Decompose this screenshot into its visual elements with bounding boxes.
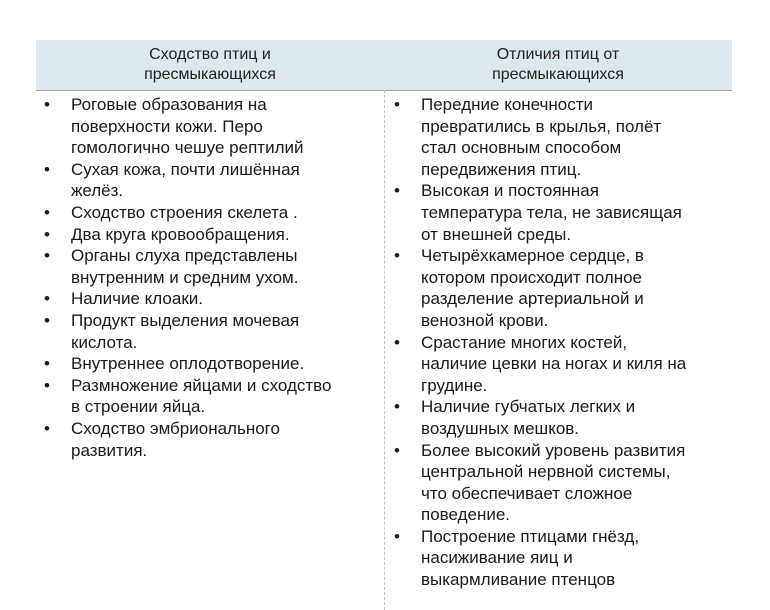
list-item: • Наличие клоаки. [42, 288, 376, 310]
list-item: • Сухая кожа, почти лишённая желёз. [42, 159, 376, 202]
list-item: • Сходство эмбрионального развития. [42, 418, 376, 461]
header-differences-text: Отличия птиц от пресмыкающихся [492, 46, 624, 83]
list-item: • Более высокий уровень развития центральной нервной системы, что обеспечивает сложное поведение. [392, 440, 726, 526]
list-item: • Органы слуха представлены внутренним и средним ухом. [42, 245, 376, 288]
list-item: • Высокая и постоянная температура тела, не зависящая от внешней среды. [392, 180, 726, 245]
list-item: • Сходство строения скелета . [42, 202, 376, 224]
list-item: • Размножение яйцами и сходство в строении яйца. [42, 375, 376, 418]
comparison-table [36, 40, 732, 600]
list-item: • Построение птицами гнёзд, насиживание яиц и выкармливание птенцов [392, 526, 726, 591]
differences-list [392, 94, 726, 591]
list-item: • Наличие губчатых легких и воздушных мешков. [392, 396, 726, 439]
header-similarities-text: Сходство птиц и пресмыкающихся [144, 46, 276, 83]
similarities-list [42, 94, 376, 461]
list-item: • Четырёхкамерное сердце, в котором происходит полное разделение артериальной и венозной крови. [392, 245, 726, 331]
list-item: • Передние конечности превратились в крылья, полёт стал основным способом передвижения птиц. [392, 94, 726, 180]
list-item: • Роговые образования на поверхности кожи. Перо гомологично чешуе рептилий [42, 94, 376, 159]
header-similarities [36, 40, 384, 90]
list-item: • Срастание многих костей, наличие цевки на ногах и киля на грудине. [392, 332, 726, 397]
list-item: • Два круга кровообращения. [42, 224, 376, 246]
header-differences [384, 40, 732, 90]
list-item: • Продукт выделения мочевая кислота. [42, 310, 376, 353]
table-header-row [36, 40, 732, 91]
column-divider [384, 90, 385, 610]
list-item: • Внутреннее оплодотворение. [42, 353, 376, 375]
